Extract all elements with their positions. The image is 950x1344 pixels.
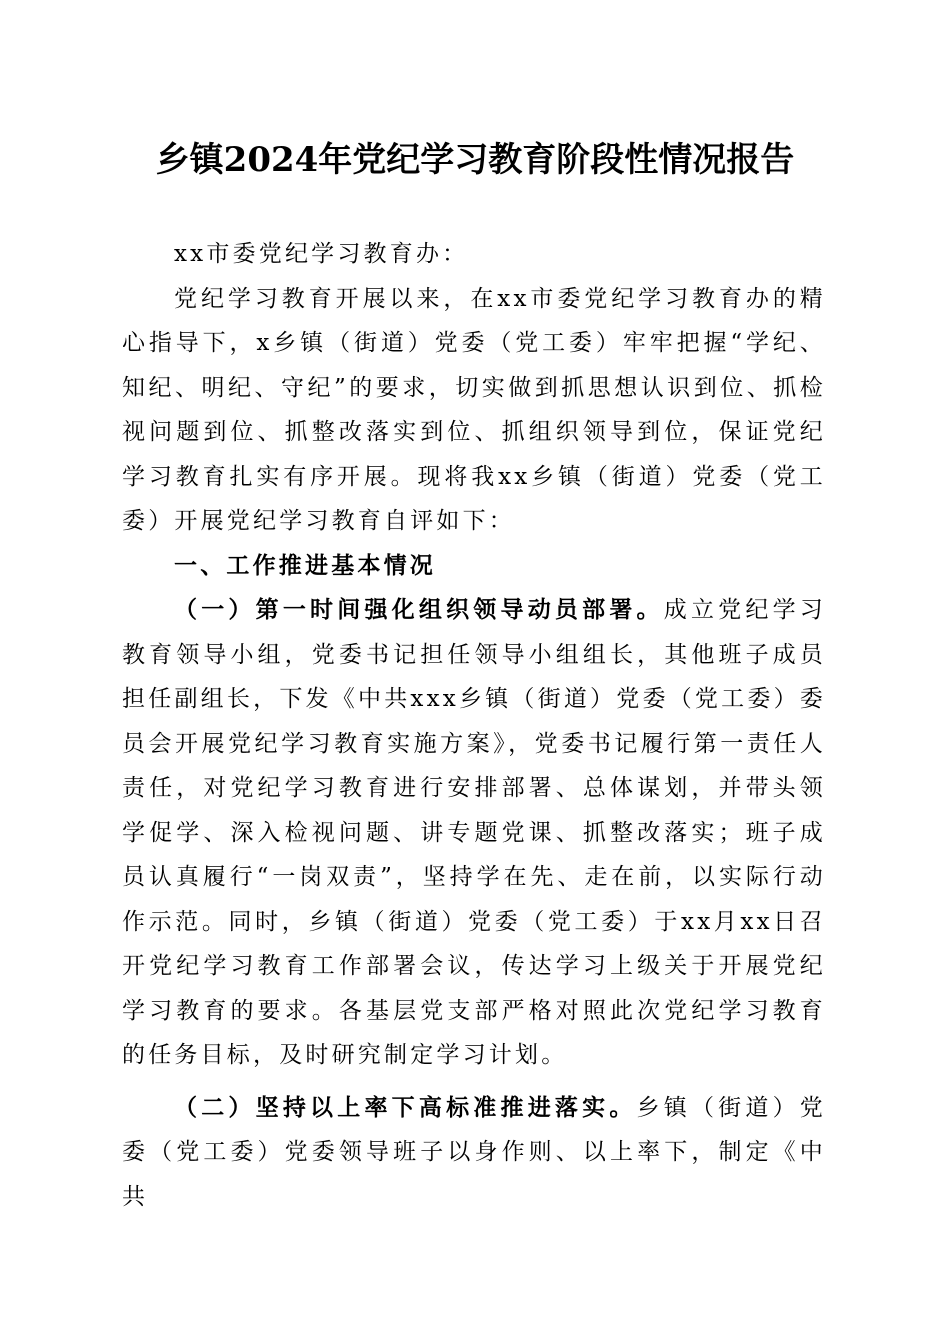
- intro-paragraph: 党纪学习教育开展以来，在xx市委党纪学习教育办的精心指导下，x乡镇（街道）党委（党工委）牢牢把握“学纪、知纪、明纪、守纪”的要求，切实做到抓思想认识到位、抓检视问题到位、抓整改落实到位、抓组织领导到位，保证党纪学习教育扎实有序开展。现将我xx乡镇（街道）党委（党工委）开展党纪学习教育自评如下：: [122, 285, 826, 534]
- document-body: [122, 232, 826, 1219]
- item-2-paragraph: [122, 1086, 826, 1220]
- item-2-text: 乡镇（街道）党委（党工委）党委领导班子以身作则、以上率下，制定《中共: [122, 1094, 826, 1210]
- item-2-label: （二）坚持以上率下高标准推进落实。: [174, 1093, 637, 1121]
- paragraph-gap: [122, 1078, 826, 1086]
- item-1-label: （一）第一时间强化组织领导动员部署。: [174, 596, 664, 623]
- item-1-text: 成立党纪学习教育领导小组，党委书记担任领导小组组长，其他班子成员担任副组长，下发《中共xxx乡镇（街道）党委（党工委）委员会开展党纪学习教育实施方案》，党委书记履行第一责任人责任，对党纪学习教育进行安排部署、总体谋划，并带头领学促学、深入检视问题、讲专题党课、抓整改落实；班子成员认真履行“一岗双责”，坚持学在先、走在前，以实际行动作示范。同时，乡镇（街道）党委（党工委）于xx月xx日召开党纪学习教育工作部署会议，传达学习上级关于开展党纪学习教育的要求。各基层党支部严格对照此次党纪学习教育的任务目标，及时研究制定学习计划。: [122, 597, 826, 1068]
- item-1-paragraph: [122, 588, 826, 1078]
- salutation: xx市委党纪学习教育办：: [174, 241, 469, 267]
- document-title: 乡镇2024年党纪学习教育阶段性情况报告: [155, 140, 795, 180]
- section-heading: 一、工作推进基本情况: [174, 552, 436, 579]
